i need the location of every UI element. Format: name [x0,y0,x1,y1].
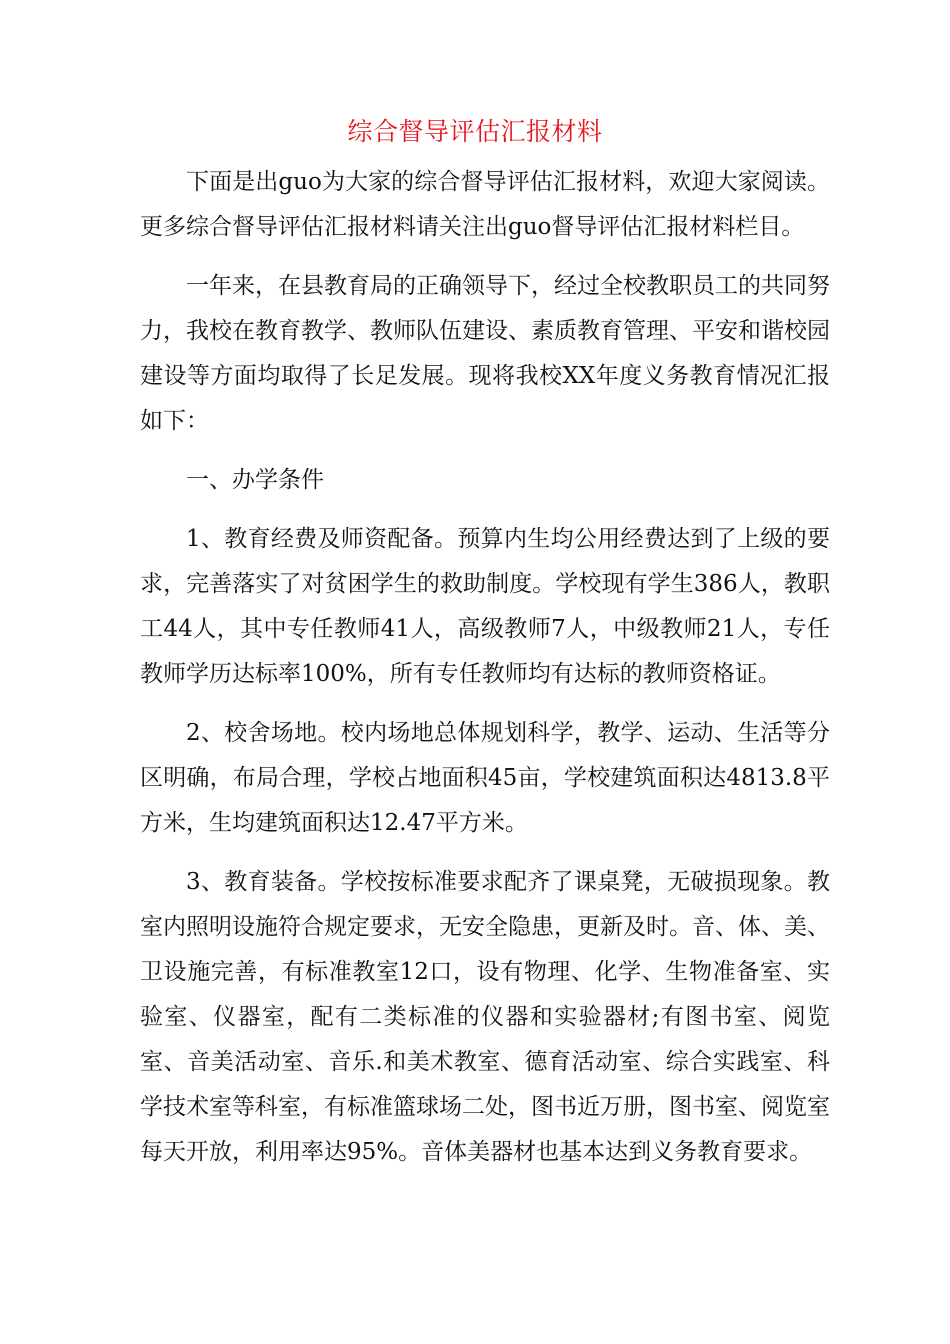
summary-paragraph: 一年来，在县教育局的正确领导下，经过全校教职员工的共同努力，我校在教育教学、教师队伍建设、素质教育管理、平安和谐校园建设等方面均取得了长足发展。现将我校XX年度义务教育情况汇报如下： [140,273,830,434]
document-body [140,160,830,1175]
document-title: 综合督导评估汇报材料 [347,117,603,146]
campus-paragraph: 2、校舍场地。校内场地总体规划科学，教学、运动、生活等分区明确，布局合理，学校占地面积45亩，学校建筑面积达4813.8平方米，生均建筑面积达12.47平方米。 [140,720,830,836]
section-heading: 一、办学条件 [186,467,324,493]
intro-paragraph: 下面是出guo为大家的综合督导评估汇报材料，欢迎大家阅读。更多综合督导评估汇报材料请关注出guo督导评估汇报材料栏目。 [140,169,830,240]
equipment-paragraph: 3、教育装备。学校按标准要求配齐了课桌凳，无破损现象。教室内照明设施符合规定要求，无安全隐患，更新及时。音、体、美、卫设施完善，有标准教室12口，设有物理、化学、生物准备室、实验室、仪器室，配有二类标准的仪器和实验器材;有图书室、阅览室、音美活动室、音乐.和美术教室、德育活动室、综合实践室、科学技术室等科室，有标准篮球场二处，图书近万册，图书室、阅览室每天开放，利用率达95%。音体美器材也基本达到义务教育要求。 [140,869,830,1165]
funding-staff-paragraph: 1、教育经费及师资配备。预算内生均公用经费达到了上级的要求，完善落实了对贫困学生的救助制度。学校现有学生386人，教职工44人，其中专任教师41人，高级教师7人，中级教师21人，专任教师学历达标率100%，所有专任教师均有达标的教师资格证。 [140,526,830,687]
